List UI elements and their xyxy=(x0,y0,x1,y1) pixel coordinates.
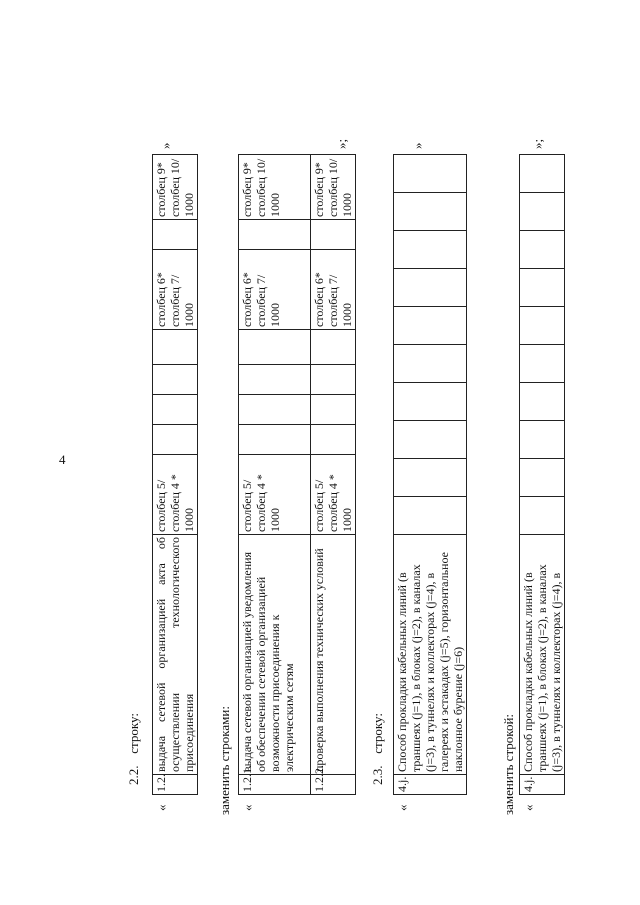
empty-cell xyxy=(394,383,467,421)
quote-open: « xyxy=(395,804,410,811)
empty-cell xyxy=(520,497,565,535)
row-number: 1.2. xyxy=(153,775,198,795)
empty-cell xyxy=(520,269,565,307)
empty-cell xyxy=(520,421,565,459)
empty-cell xyxy=(311,395,356,425)
table-row xyxy=(239,155,311,795)
table-old-row-1-2 xyxy=(152,154,198,795)
quote-close: » xyxy=(158,142,173,149)
row-text: выдача сетевой организацией уведомления об обеспечении сетевой организацией возможности присоединения к электрическим сетям xyxy=(239,535,311,775)
empty-cell xyxy=(239,425,311,455)
empty-cell xyxy=(311,365,356,395)
row-formula-col9: столбец 9* столбец 10/ 1000 xyxy=(153,155,198,220)
replace-rows-label: заменить строками: xyxy=(217,706,232,815)
row-number: 4.j. xyxy=(520,775,565,795)
row-number: 1.2.2. xyxy=(311,775,356,795)
table-old-row-4j xyxy=(393,154,467,795)
row-number: 1.2.1. xyxy=(239,775,311,795)
empty-cell xyxy=(153,365,198,395)
empty-cell xyxy=(394,345,467,383)
row-formula-col3: столбец 5/ столбец 4 * 1000 xyxy=(311,455,356,535)
empty-cell xyxy=(394,307,467,345)
empty-cell xyxy=(239,365,311,395)
empty-cell xyxy=(520,307,565,345)
row-formula-col3: столбец 5/ столбец 4 * 1000 xyxy=(153,455,198,535)
row-text: Способ прокладки кабельных линий (в траншеях (j=1), в блоках (j=2), в каналах (j=3), в туннелях и коллекторах (j=4), в xyxy=(520,535,565,775)
empty-cell xyxy=(394,155,467,193)
empty-cell xyxy=(520,345,565,383)
empty-cell xyxy=(153,330,198,365)
empty-cell xyxy=(520,155,565,193)
replace-row-label: заменить строкой: xyxy=(501,713,516,815)
empty-cell xyxy=(239,220,311,250)
empty-cell xyxy=(520,193,565,231)
empty-cell xyxy=(311,330,356,365)
row-formula-col7: столбец 6* столбец 7/ 1000 xyxy=(239,250,311,330)
rotated-content xyxy=(120,115,563,815)
section-2-2-heading xyxy=(126,713,142,785)
section-label: строку: xyxy=(126,713,141,754)
empty-cell xyxy=(394,459,467,497)
empty-cell xyxy=(153,220,198,250)
row-formula-col9: столбец 9* столбец 10/ 1000 xyxy=(311,155,356,220)
table-row xyxy=(520,155,565,795)
empty-cell xyxy=(153,425,198,455)
quote-open: « xyxy=(240,804,255,811)
empty-cell xyxy=(311,220,356,250)
empty-cell xyxy=(239,395,311,425)
empty-cell xyxy=(520,383,565,421)
quote-open: « xyxy=(154,804,169,811)
row-text: проверка выполнения технических условий xyxy=(311,535,356,775)
empty-cell xyxy=(520,459,565,497)
row-text: выдача сетевой организацией акта об осуществлении технологического присоединения xyxy=(153,535,198,775)
table-row xyxy=(394,155,467,795)
empty-cell xyxy=(394,231,467,269)
quote-close-semicolon: »; xyxy=(334,138,349,149)
table-row xyxy=(311,155,356,795)
row-text: Способ прокладки кабельных линий (в траншеях (j=1), в блоках (j=2), в каналах (j=3), в туннелях и коллекторах (j=4), в галереях и эстакадах (j=5), горизонтальное наклонное бурение (j=6) xyxy=(394,535,467,775)
empty-cell xyxy=(311,425,356,455)
section-number: 2.2. xyxy=(126,765,141,785)
quote-close-semicolon: »; xyxy=(530,138,545,149)
quote-open: « xyxy=(521,804,536,811)
row-number: 4.j. xyxy=(394,775,467,795)
section-number: 2.3. xyxy=(370,765,385,785)
row-formula-col7: столбец 6* столбец 7/ 1000 xyxy=(153,250,198,330)
section-label: строку: xyxy=(370,713,385,754)
row-formula-col3: столбец 5/ столбец 4 * 1000 xyxy=(239,455,311,535)
table-new-rows-1-2 xyxy=(238,154,356,795)
empty-cell xyxy=(239,330,311,365)
row-formula-col7: столбец 6* столбец 7/ 1000 xyxy=(311,250,356,330)
page-number: 4 xyxy=(59,452,66,467)
section-2-3-heading xyxy=(370,713,386,785)
empty-cell xyxy=(394,421,467,459)
quote-close: » xyxy=(410,142,425,149)
row-formula-col9: столбец 9* столбец 10/ 1000 xyxy=(239,155,311,220)
empty-cell xyxy=(520,231,565,269)
empty-cell xyxy=(394,497,467,535)
table-row xyxy=(153,155,198,795)
empty-cell xyxy=(394,193,467,231)
empty-cell xyxy=(394,269,467,307)
table-new-row-4j xyxy=(519,154,565,795)
empty-cell xyxy=(153,395,198,425)
